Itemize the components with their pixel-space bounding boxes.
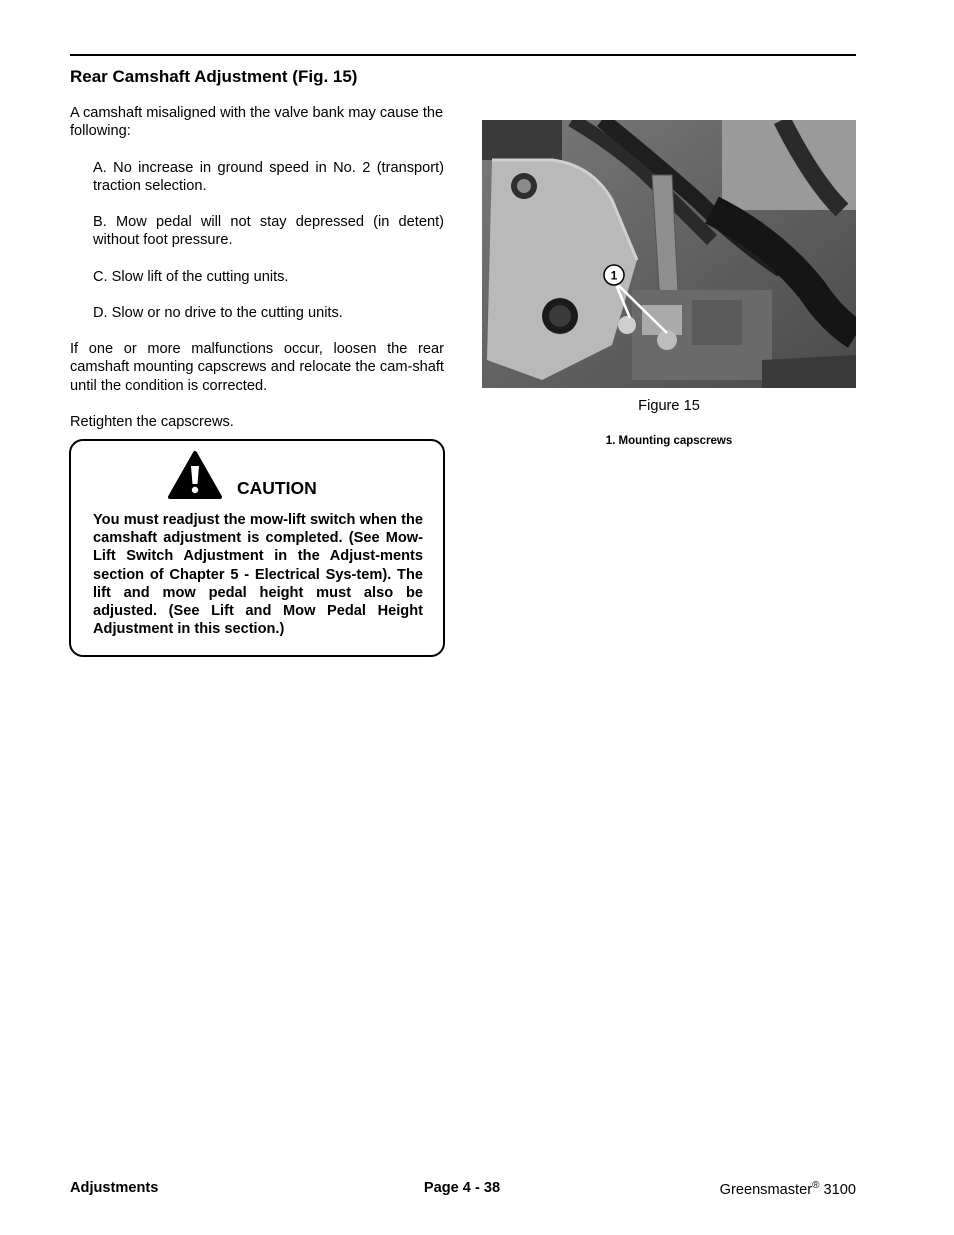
- footer-brand: Greensmaster: [719, 1181, 813, 1198]
- remedy-paragraph: If one or more malfunctions occur, loosen the rear camshaft mounting capscrews and relocate the cam-shaft until the condition is corrected.: [70, 341, 444, 394]
- figure-15-photo: [482, 120, 856, 388]
- section-heading: Rear Camshaft Adjustment (Fig. 15): [70, 67, 358, 86]
- intro-paragraph: A camshaft misaligned with the valve bank may cause the following:: [70, 105, 444, 140]
- figure-callout-1: 1: [610, 268, 618, 283]
- figure-legend: 1. Mounting capscrews: [605, 435, 733, 447]
- footer-model: 3100: [819, 1181, 856, 1198]
- caution-title: CAUTION: [237, 478, 317, 498]
- caution-text: You must readjust the mow-lift switch when the camshaft adjustment is completed. (See Mow-Lift Switch Adjustment in the Adjust-ments section of Chapter 5 - Electrical Sys-tem). The lift and mow pedal height must also be adjusted. (See Lift and Mow Pedal Height Adjustment in this section.): [93, 512, 423, 638]
- retighten-paragraph: Retighten the capscrews.: [70, 414, 234, 430]
- footer-section-name: Adjustments: [70, 1180, 159, 1196]
- list-item-a: A. No increase in ground speed in No. 2 (transport) traction selection.: [93, 160, 444, 195]
- warning-triangle-icon: [167, 450, 223, 500]
- list-item-b: B. Mow pedal will not stay depressed (in detent) without foot pressure.: [93, 214, 444, 249]
- list-item-c: C. Slow lift of the cutting units.: [93, 269, 289, 285]
- caution-box: [69, 439, 445, 657]
- footer-page-number: Page 4 - 38: [423, 1180, 501, 1196]
- footer-registered-mark: ®: [812, 1180, 820, 1191]
- footer-product-name: [720, 1180, 856, 1198]
- list-item-d: D. Slow or no drive to the cutting units.: [93, 305, 343, 321]
- figure-caption: Figure 15: [638, 398, 700, 414]
- top-rule: [70, 54, 856, 56]
